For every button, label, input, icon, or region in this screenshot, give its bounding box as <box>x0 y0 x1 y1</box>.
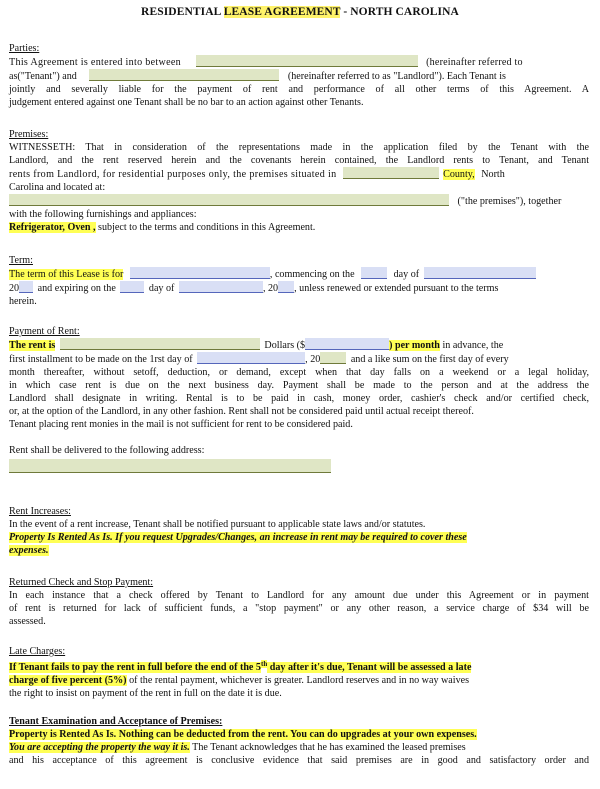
parties-heading: Parties: <box>9 43 40 54</box>
rent-amount-field[interactable] <box>305 338 389 350</box>
start-day-field[interactable] <box>361 267 387 279</box>
rent-section: Payment of Rent: The rent is Dollars ($ ) per month in advance, the first installment to be made on the 1rst day of , 20 and a like sum on the first day of every month thereafter, without setoff, deduction, or demand, except when that day falls on a weekend or a legal holiday, in which case rent is due on the next business day. Payment shall be made to the person and at the address the Landlord shall designate in writing. Rental is to be paid in cash, money order, cashier's check and/or certified check, or, at the option of the Landlord, in any other fashion. Rent shall not be considered paid until actual receipt thereof. Tenant placing rent monies in the mail is not sufficient for rent to be considered paid. Rent shall be delivered to the following address: <box>9 325 589 475</box>
tenant-name-field[interactable] <box>196 55 418 67</box>
rent-delivery-address-field[interactable] <box>9 459 331 473</box>
term-section: Term: The term of this Lease is for , commencing on the day of 20 and expiring on the day of , 20 , unless renewed or extended pursuant to the terms herein. <box>9 254 589 308</box>
start-month-field[interactable] <box>424 267 536 279</box>
lease-term-field[interactable] <box>130 267 270 279</box>
tenant-examination-section: Tenant Examination and Acceptance of Premises: Property is Rented As Is. Nothing can be deducted from the rent. You can do upgrades at your own expenses. You are accepting the property the way it is. The Tenant acknowledges that he has examined the leased premises and his acceptance of this agreement is conclusive evidence that said premises are in good and satisfactory order and <box>9 716 589 766</box>
start-year-field[interactable] <box>19 281 33 293</box>
late-charges-section: Late Charges: If Tenant fails to pay the rent in full before the end of the 5th day after it's due, Tenant will be assessed a late charge of five percent (5%) of the rental payment, whichever is greater. Landlord reserves and in no way waives the right to insist on payment of the rent in full on the date it is due. <box>9 645 589 700</box>
first-payment-year-field[interactable] <box>320 352 346 364</box>
appliances-list: Refrigerator, Oven , <box>9 222 96 233</box>
premises-heading: Premises: <box>9 129 49 140</box>
rent-amount-words-field[interactable] <box>60 338 260 350</box>
late-charges-heading: Late Charges: <box>9 646 66 657</box>
document-title: RESIDENTIAL LEASE AGREEMENT - NORTH CAROLINA <box>141 6 459 18</box>
premises-section: Premises: WITNESSETH: That in consideration of the representations made in the application filed by the Tenant with the Landlord, and the rent reserved herein and the covenants herein contained, the Landlord rents to Tenant, and Tenant rents from Landlord, for residential purposes only, the premises situated in County, North Carolina and located at: ("the premises"), together with the following furnishings and appliances: Refrigerator, Oven , subject to the terms and conditions in this Agreement. <box>9 129 589 233</box>
first-payment-month-field[interactable] <box>197 352 305 364</box>
end-year-field[interactable] <box>278 281 294 293</box>
end-day-field[interactable] <box>120 281 144 293</box>
returned-check-heading: Returned Check and Stop Payment: <box>9 577 154 588</box>
premises-address-field[interactable] <box>9 194 449 206</box>
rent-increases-section: Rent Increases: In the event of a rent increase, Tenant shall be notified pursuant to applicable state laws and/or statutes. Property Is Rented As Is. If you request Upgrades/Changes, an increase in rent may be required to cover these expenses. <box>9 505 589 557</box>
tenant-examination-heading: Tenant Examination and Acceptance of Premises: <box>9 716 223 727</box>
parties-section: Parties: This Agreement is entered into between (hereinafter referred to as("Tenant") and (hereinafter referred to as "Landlord"). Each Tenant is jointly and severally liable for the payment of rent and performance of all other terms of this Agreement. A judgement entered against one Tenant shall be no bar to an action against other Tenants. <box>9 43 589 108</box>
rent-increases-heading: Rent Increases: <box>9 506 71 517</box>
county-field[interactable] <box>343 167 439 179</box>
rent-heading: Payment of Rent: <box>9 326 80 337</box>
end-month-field[interactable] <box>179 281 263 293</box>
returned-check-section: Returned Check and Stop Payment: In each instance that a check offered by Tenant to Landlord for any amount due under this Agreement or in payment of rent is returned for lack of sufficient funds, a "stop payment" or any other reason, a service charge of $34 will be assessed. <box>9 577 589 627</box>
term-heading: Term: <box>9 255 33 266</box>
landlord-name-field[interactable] <box>89 69 279 81</box>
